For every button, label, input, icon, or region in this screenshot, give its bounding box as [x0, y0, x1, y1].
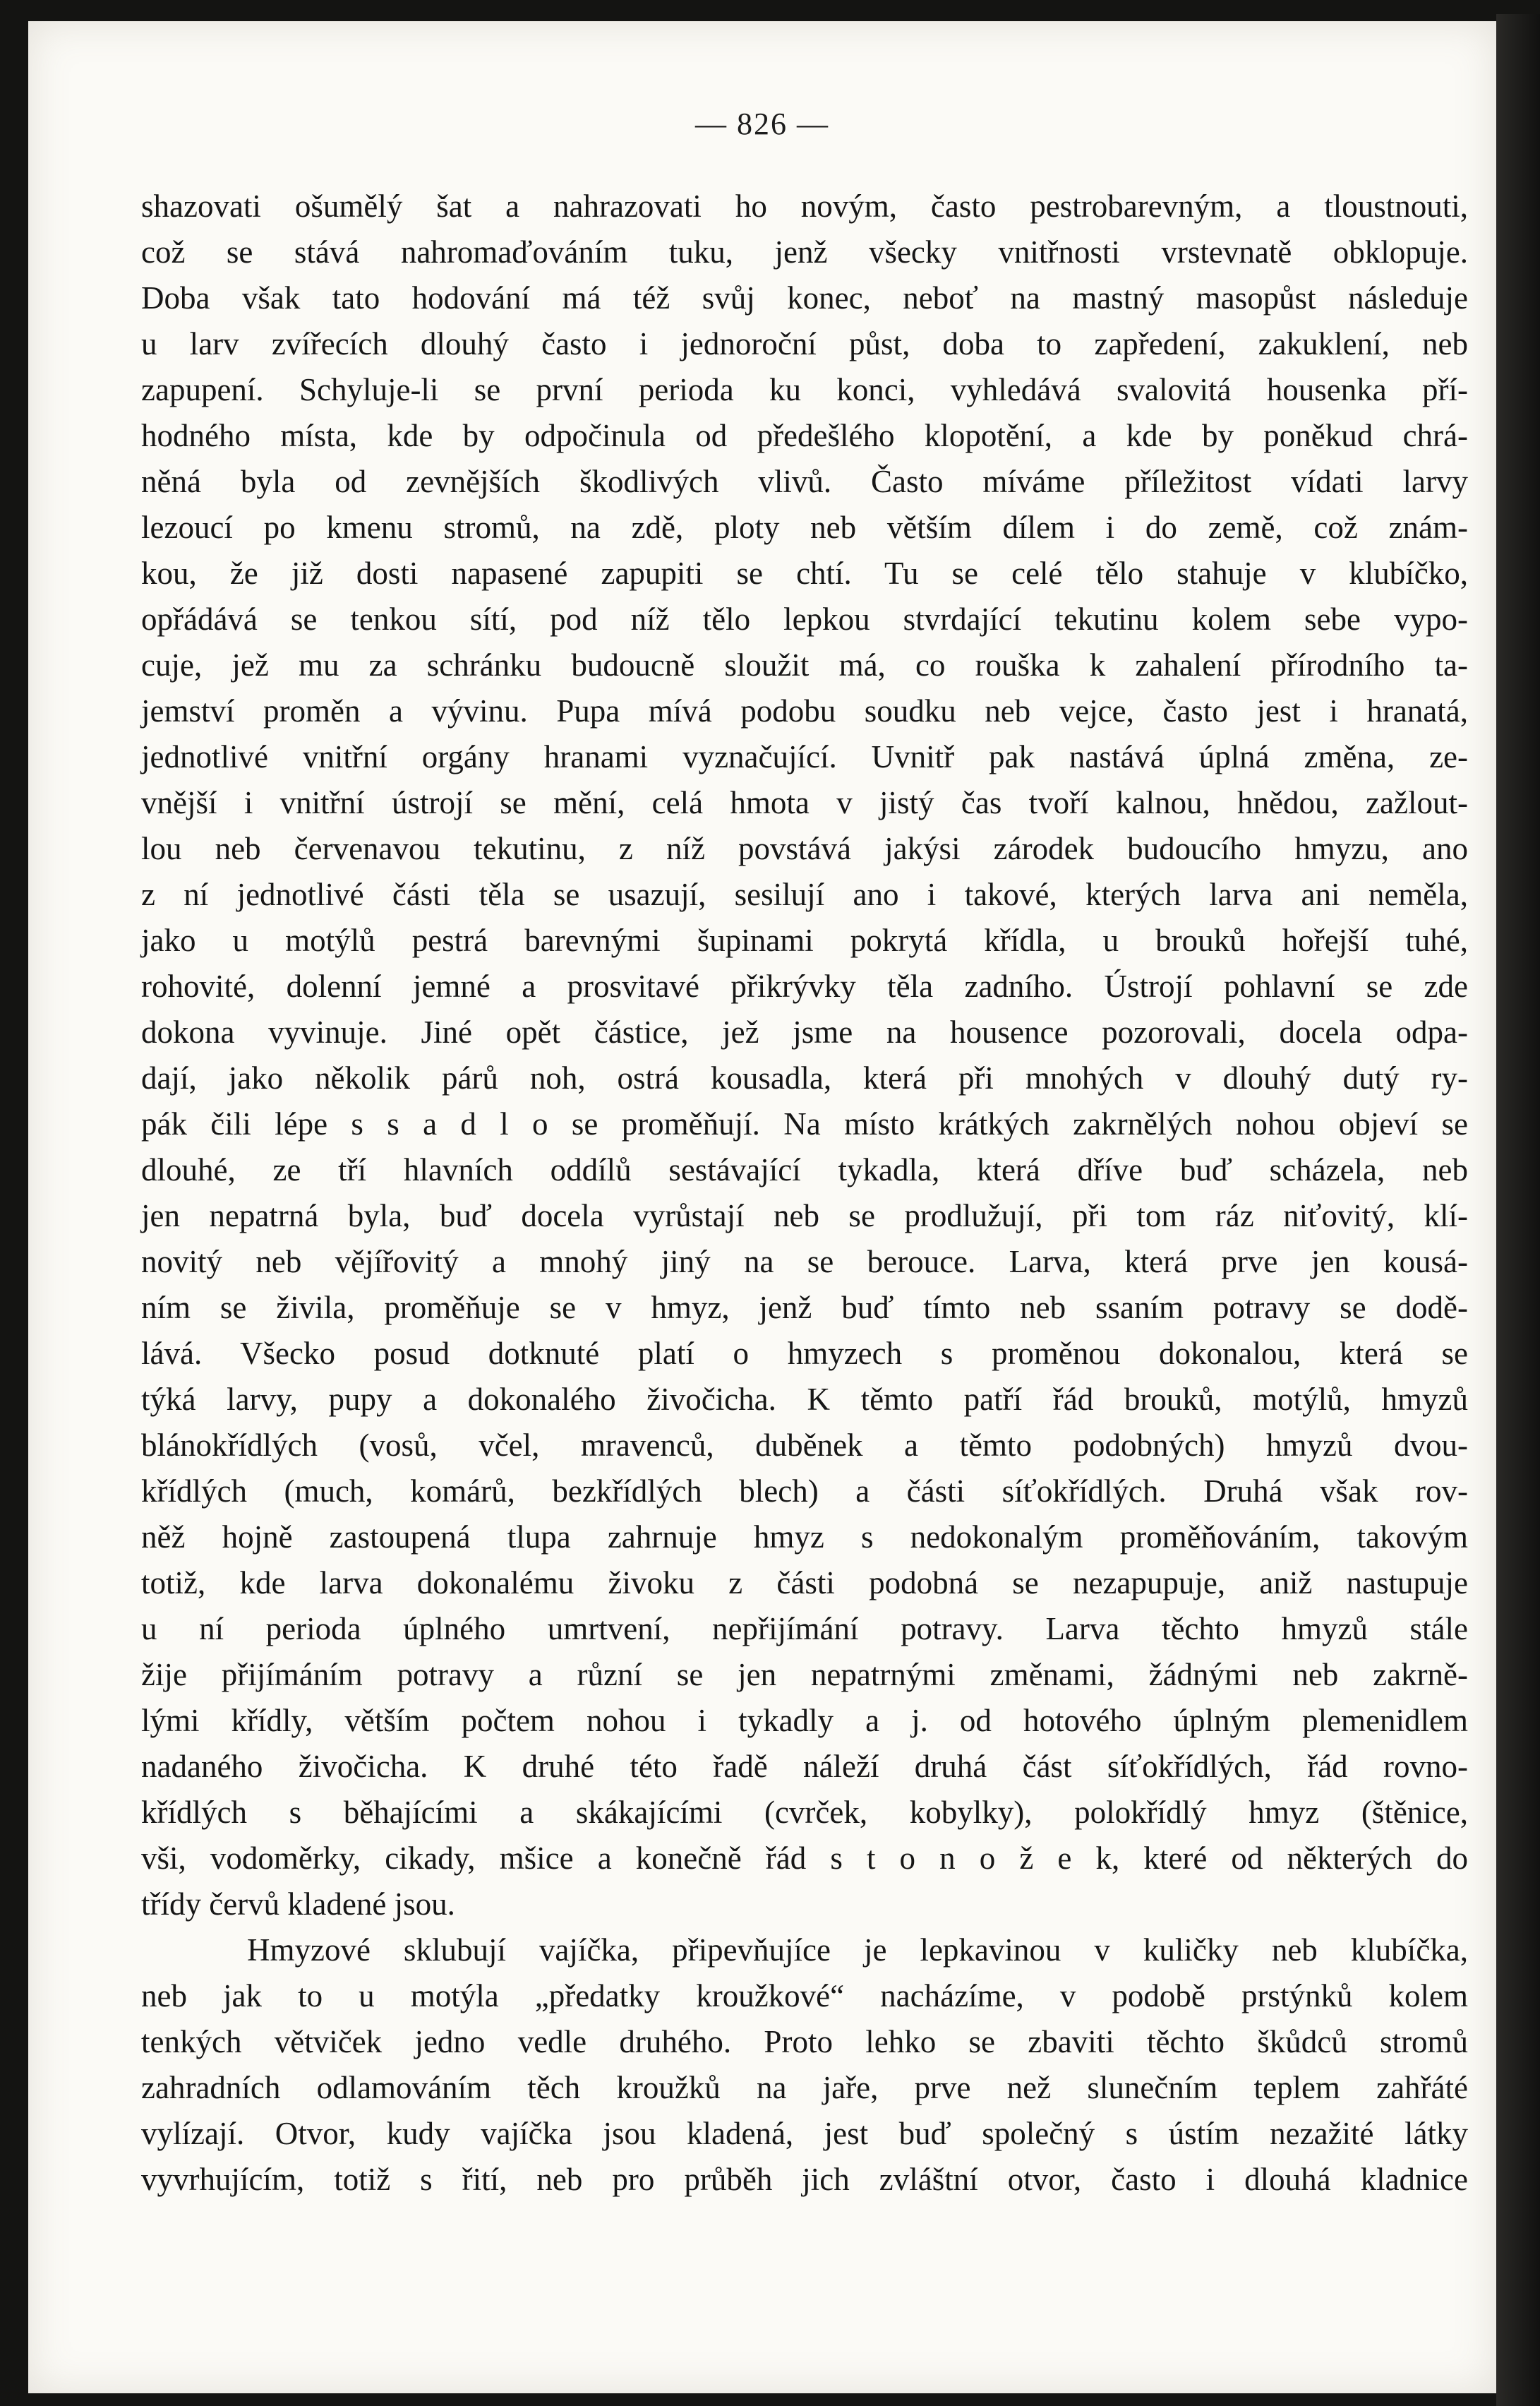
text-line: u ní perioda úplného umrtvení, nepřijímání potravy. Larva těchto hmyzů stále [141, 1611, 1468, 1646]
text-line: žije přijímáním potravy a různí se jen nepatrnými změnami, žádnými neb zakrně- [141, 1657, 1468, 1692]
text-line: jako u motýlů pestrá barevnými šupinami pokrytá křídla, u brouků hořejší tuhé, [141, 923, 1468, 958]
text-line: třídy červů kladené jsou. [141, 1886, 455, 1922]
text-line: tenkých větviček jedno vedle druhého. Proto lehko se zbaviti těchto škůdců stromů [141, 2024, 1468, 2059]
text-line: dají, jako několik párů noh, ostrá kousadla, která při mnohých v dlouhý dutý ry- [141, 1060, 1468, 1096]
scan-edge [1496, 14, 1540, 2406]
text-line: u larv zvířecích dlouhý často i jednoroční půst, doba to zapředení, zakuklení, neb [141, 326, 1468, 361]
book-page [28, 21, 1496, 2393]
text-line: kou, že již dosti napasené zapupiti se chtí. Tu se celé tělo stahuje v klubíčko, [141, 556, 1468, 591]
text-line: rohovité, dolenní jemné a prosvitavé přikrývky těla zadního. Ústrojí pohlavní se zde [141, 969, 1468, 1004]
text-line: křídlých s běhajícími a skákajícími (cvrček, kobylky), polokřídlý hmyz (štěnice, [141, 1795, 1468, 1830]
text-line: což se stává nahromaďováním tuku, jenž všecky vnitřnosti vrstevnatě obklopuje. [141, 234, 1468, 270]
text-line: něž hojně zastoupená tlupa zahrnuje hmyz s nedokonalým proměňováním, takovým [141, 1519, 1468, 1555]
text-line: novitý neb vějířovitý a mnohý jiný na se berouce. Larva, která prve jen kousá- [141, 1244, 1468, 1279]
text-line: vyvrhujícím, totiž s řití, neb pro průběh jich zvláštní otvor, často i dlouhá kladnice [141, 2162, 1468, 2197]
text-line: lými křídly, větším počtem nohou i tykadly a j. od hotového úplným plemenidlem [141, 1703, 1468, 1738]
text-line: blánokřídlých (vosů, včel, mravenců, duběnek a těmto podobných) hmyzů dvou- [141, 1428, 1468, 1463]
text-line: vylízají. Otvor, kudy vajíčka jsou kladená, jest buď společný s ústím nezažité látky [141, 2116, 1468, 2151]
text-line: dlouhé, ze tří hlavních oddílů sestávající tykadla, která dříve buď scházela, neb [141, 1152, 1468, 1187]
text-line: něná byla od zevnějších škodlivých vlivů. Často míváme příležitost vídati larvy [141, 464, 1468, 499]
text-line: neb jak to u motýla „předatky kroužkové“ nacházíme, v podobě prstýnků kolem [141, 1978, 1468, 2013]
text-line: křídlých (much, komárů, bezkřídlých blech) a části síťokřídlých. Druhá však rov- [141, 1473, 1468, 1509]
text-line: vši, vodoměrky, cikady, mšice a konečně řád s t o n o ž e k, které od některých do [141, 1841, 1468, 1876]
text-line: totiž, kde larva dokonalému živoku z části podobná se nezapupuje, aniž nastupuje [141, 1565, 1468, 1600]
text-line: jen nepatrná byla, buď docela vyrůstají neb se prodlužují, při tom ráz niťovitý, klí- [141, 1198, 1468, 1233]
page-number: — 826 — [695, 107, 829, 141]
text-line: ním se živila, proměňuje se v hmyz, jenž buď tímto neb ssaním potravy se dodě- [141, 1290, 1468, 1325]
text-line: týká larvy, pupy a dokonalého živočicha. K těmto patří řád brouků, motýlů, hmyzů [141, 1382, 1468, 1417]
text-line: hodného místa, kde by odpočinula od předešlého klopotění, a kde by poněkud chrá- [141, 418, 1468, 453]
text-line: dokona vyvinuje. Jiné opět částice, jež jsme na housence pozorovali, docela odpa- [141, 1015, 1468, 1050]
text-line: cuje, jež mu za schránku budoucně sloužit má, co rouška k zahalení přírodního ta- [141, 647, 1468, 683]
text-line: lezoucí po kmenu stromů, na zdě, ploty neb větším dílem i do země, což znám- [141, 510, 1468, 545]
text-line: lou neb červenavou tekutinu, z níž povstává jakýsi zárodek budoucího hmyzu, ano [141, 831, 1468, 866]
text-line: lává. Všecko posud dotknuté platí o hmyzech s proměnou dokonalou, která se [141, 1336, 1468, 1371]
text-line: zapupení. Schyluje-li se první perioda ku konci, vyhledává svalovitá housenka pří- [141, 372, 1468, 407]
text-line: z ní jednotlivé části těla se usazují, sesilují ano i takové, kterých larva ani neměla, [141, 877, 1468, 912]
text-line: zahradních odlamováním těch kroužků na jaře, prve než slunečním teplem zahřáté [141, 2070, 1468, 2105]
text-line: shazovati ošumělý šat a nahrazovati ho novým, často pestrobarevným, a tloustnouti, [141, 188, 1468, 224]
text-line: Hmyzové sklubují vajíčka, připevňujíce je lepkavinou v kuličky neb klubíčka, [247, 1932, 1468, 1968]
body-text [141, 184, 1468, 2203]
text-line: jednotlivé vnitřní orgány hranami vyznačující. Uvnitř pak nastává úplná změna, ze- [141, 739, 1468, 774]
text-line: vnější i vnitřní ústrojí se mění, celá hmota v jistý čas tvoří kalnou, hnědou, zažlout- [141, 785, 1468, 820]
text-line: opřádává se tenkou sítí, pod níž tělo lepkou stvrdající tekutinu kolem sebe vypo- [141, 602, 1468, 637]
text-line: nadaného živočicha. K druhé této řadě náleží druhá část síťokřídlých, řád rovno- [141, 1749, 1468, 1784]
text-line: pák čili lépe s s a d l o se proměňují. Na místo krátkých zakrnělých nohou objeví se [141, 1106, 1468, 1142]
text-line: jemství proměn a vývinu. Pupa mívá podobu soudku neb vejce, často jest i hranatá, [141, 693, 1468, 729]
text-line: Doba však tato hodování má též svůj konec, neboť na mastný masopůst následuje [141, 280, 1468, 316]
